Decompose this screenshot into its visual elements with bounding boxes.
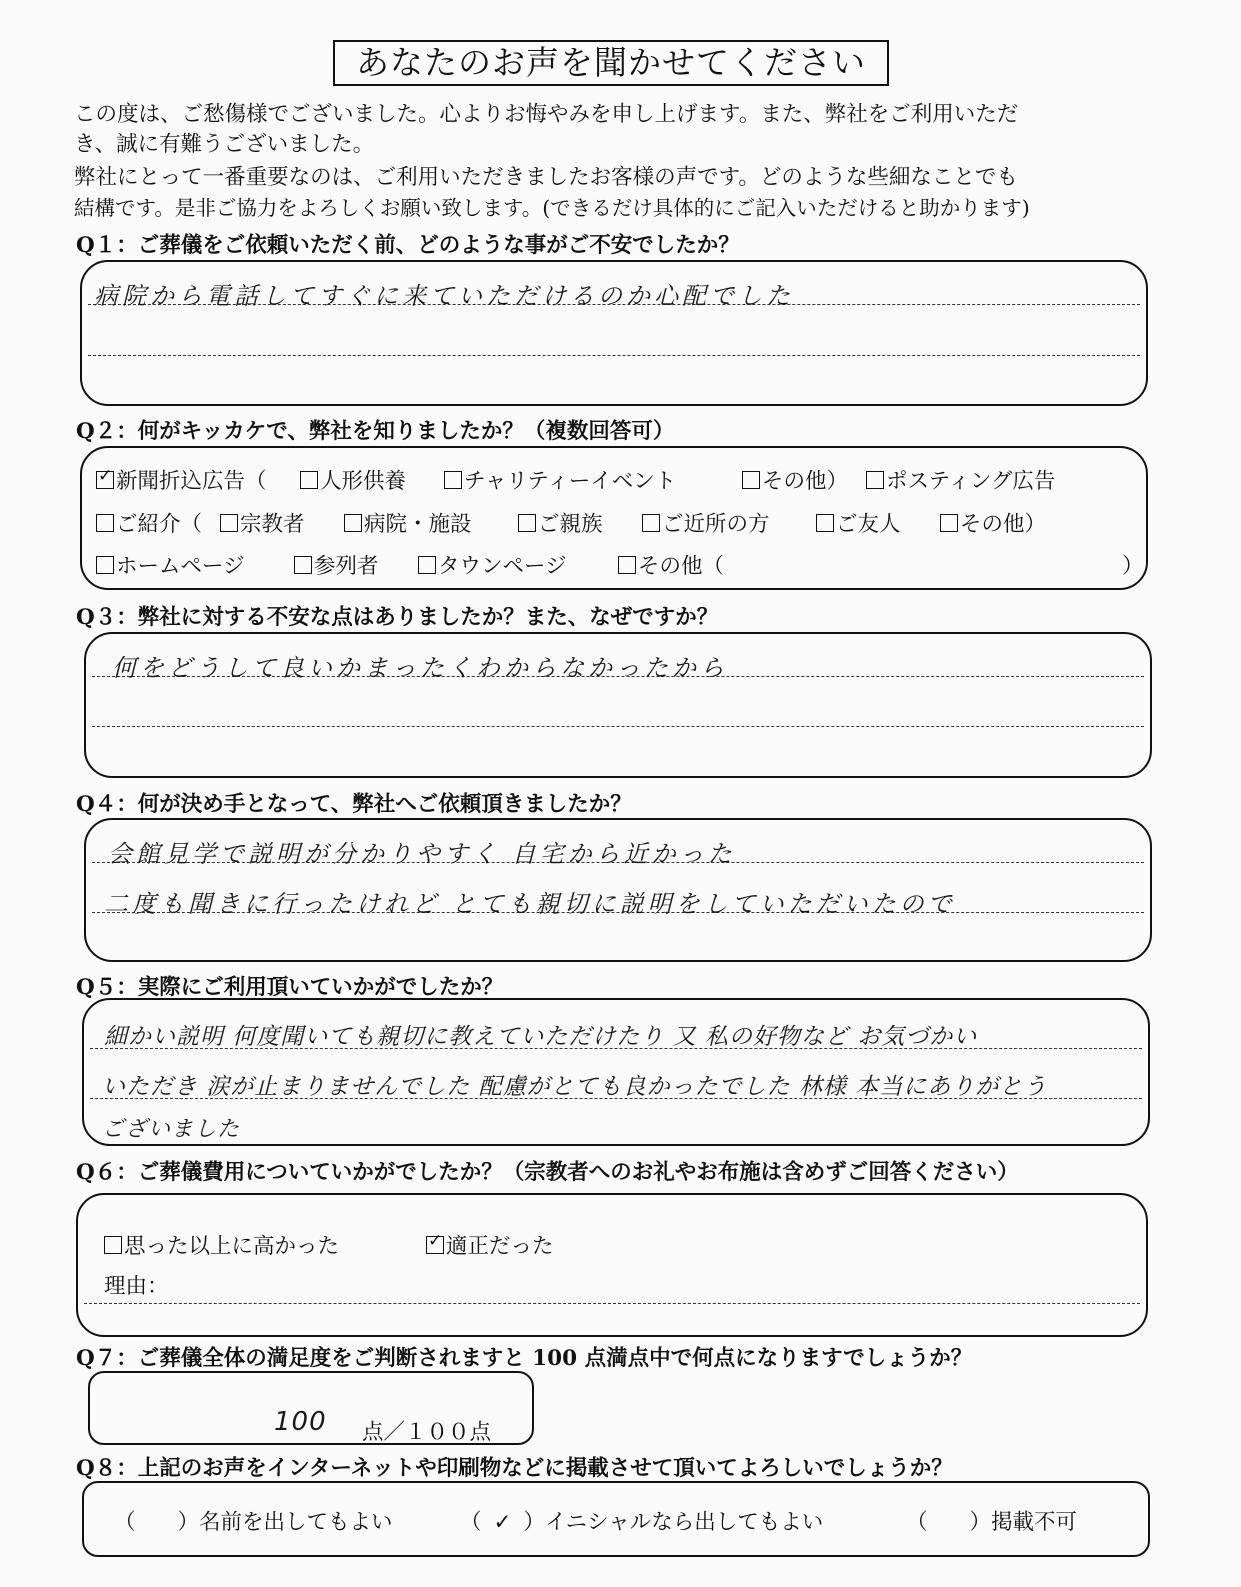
option-doll-memorial[interactable] — [300, 464, 406, 495]
option-religious[interactable] — [220, 507, 305, 538]
intro-line-4: 結構です。是非ご協力をよろしくお願い致します。(できるだけ具体的にご記入いただけると助かります) — [74, 196, 1030, 220]
option-label: その他） — [762, 469, 849, 494]
option-label: 名前を出してもよい — [199, 1510, 393, 1535]
checkbox[interactable] — [426, 1236, 444, 1254]
reason-label: 理由： — [104, 1274, 169, 1299]
checkbox[interactable] — [816, 514, 834, 532]
checkbox[interactable] — [344, 514, 362, 532]
option-label: その他（ — [638, 554, 725, 579]
q3-label: Q３：弊社に対する不安な点はありましたか？また、なぜですか？ — [76, 605, 719, 630]
checkbox[interactable] — [220, 514, 238, 532]
other-close-paren: ） — [1122, 554, 1144, 579]
option-label: 新聞折込広告（ — [116, 469, 267, 494]
option-label: ホームページ — [116, 554, 245, 579]
q1-answer-text: 病院から電話してすぐに来ていただけるのか心配でした — [94, 282, 794, 310]
checkbox[interactable] — [444, 471, 462, 489]
option-not-allowed[interactable]: （ ）掲載不可 — [906, 1510, 1078, 1535]
option-neighbors[interactable] — [642, 507, 770, 538]
option-friends[interactable] — [816, 507, 901, 538]
q4-answer-line-2: 二度も聞きに行ったけれど とても親切に説明をしていただいたので — [104, 890, 956, 918]
form-title: あなたのお声を聞かせてください — [333, 40, 889, 86]
option-appropriate[interactable] — [426, 1229, 554, 1260]
checkbox[interactable] — [418, 556, 436, 574]
option-townpage[interactable] — [418, 549, 567, 580]
option-label: ご親族 — [538, 512, 603, 537]
checkbox[interactable] — [742, 471, 760, 489]
option-label: 適正だった — [446, 1234, 554, 1259]
checkbox[interactable] — [642, 514, 660, 532]
answer-line — [92, 726, 1144, 727]
checkbox[interactable] — [96, 556, 114, 574]
q3-answer-text: 何をどうして良いかまったくわからなかったから — [112, 654, 728, 682]
q5-answer-box[interactable] — [82, 998, 1150, 1146]
option-charity-event[interactable] — [444, 464, 676, 495]
q7-score-value: 100 — [274, 1407, 327, 1437]
option-label: ご紹介（ — [116, 512, 203, 537]
option-label: 病院・施設 — [364, 512, 472, 537]
q4-label: Q４：何が決め手となって、弊社へご依頼頂きましたか？ — [76, 792, 632, 817]
option-label: タウンページ — [438, 554, 567, 579]
option-attendee[interactable] — [294, 549, 379, 580]
checkbox[interactable] — [104, 1236, 122, 1254]
q5-answer-line-3: ございました — [102, 1117, 241, 1142]
option-referral[interactable] — [96, 507, 202, 538]
option-label: その他） — [960, 512, 1047, 537]
q4-answer-box[interactable] — [84, 818, 1152, 962]
option-other-2[interactable] — [940, 507, 1046, 538]
q7-score-suffix: 点／１００点 — [362, 1420, 492, 1445]
q6-label: Q６：ご葬儀費用についていかがでしたか？（宗教者へのお礼やお布施は含めずご回答ください） — [76, 1160, 1019, 1185]
q7-label: Q７：ご葬儀全体の満足度をご判断されますと 100 点満点中で何点になりますでしょうか？ — [76, 1346, 973, 1371]
q5-answer-line-1: 細かい説明 何度聞いても親切に教えていただけたり 又 私の好物など お気づかい — [104, 1024, 978, 1050]
option-label: チャリティーイベント — [464, 469, 677, 494]
choice-mark: ✓ — [493, 1510, 512, 1535]
option-homepage[interactable] — [96, 549, 245, 580]
q2-options-box — [80, 446, 1148, 590]
option-relatives[interactable] — [518, 507, 603, 538]
q7-score-box[interactable] — [88, 1371, 534, 1445]
option-initials-ok[interactable]: （ ✓ ）イニシャルなら出してもよい — [460, 1510, 824, 1535]
option-other-3[interactable] — [618, 549, 724, 580]
option-other-1[interactable] — [742, 464, 848, 495]
checkbox[interactable] — [518, 514, 536, 532]
option-posting-ad[interactable] — [866, 464, 1055, 495]
option-label: ご友人 — [836, 512, 901, 537]
checkbox[interactable] — [866, 471, 884, 489]
option-more-expensive[interactable] — [104, 1229, 339, 1260]
intro-line-3: 弊社にとって一番重要なのは、ご利用いただきましたお客様の声です。どのような些細なことでも — [74, 165, 1018, 190]
option-label: イニシャルなら出してもよい — [545, 1510, 824, 1535]
q3-answer-box[interactable] — [84, 632, 1152, 778]
option-label: 参列者 — [314, 554, 379, 579]
q8-label: Q８：上記のお声をインターネットや印刷物などに掲載させて頂いてよろしいでしょうか？ — [76, 1456, 953, 1481]
q1-answer-box[interactable] — [80, 260, 1148, 406]
option-label: ご近所の方 — [662, 512, 770, 537]
q1-label: Q１：ご葬儀をご依頼いただく前、どのような事がご不安でしたか？ — [76, 233, 740, 258]
option-hospital[interactable] — [344, 507, 472, 538]
checkbox[interactable] — [294, 556, 312, 574]
option-name-ok[interactable]: （ ）名前を出してもよい — [114, 1510, 393, 1535]
intro-line-1: この度は、ご愁傷様でございました。心よりお悔やみを申し上げます。また、弊社をご利用いただ — [74, 102, 1019, 127]
checkbox[interactable] — [96, 514, 114, 532]
q4-answer-line-1: 会館見学で説明が分かりやすく 自宅から近かった — [108, 840, 736, 868]
intro-line-2: き、誠に有難うございました。 — [74, 132, 375, 157]
checkbox[interactable] — [940, 514, 958, 532]
q5-label: Q５：実際にご利用頂いていかがでしたか？ — [76, 975, 504, 1000]
option-label: 掲載不可 — [991, 1510, 1078, 1535]
q6-answer-box — [76, 1193, 1148, 1337]
option-label: 宗教者 — [240, 512, 305, 537]
q5-answer-line-2: いただき 涙が止まりませんでした 配慮がとても良かったでした 林様 本当にありがとう — [102, 1074, 1048, 1100]
checkbox[interactable] — [96, 471, 114, 489]
checkbox[interactable] — [300, 471, 318, 489]
q2-label: Q２：何がキッカケで、弊社を知りましたか？（複数回答可） — [76, 419, 675, 444]
checkbox[interactable] — [618, 556, 636, 574]
option-label: 人形供養 — [320, 469, 407, 494]
option-newspaper-insert[interactable] — [96, 464, 267, 495]
option-label: ポスティング広告 — [886, 469, 1056, 494]
q8-options-box — [82, 1481, 1150, 1557]
reason-line[interactable] — [84, 1303, 1140, 1304]
option-label: 思った以上に高かった — [124, 1234, 340, 1259]
answer-line — [88, 355, 1140, 356]
